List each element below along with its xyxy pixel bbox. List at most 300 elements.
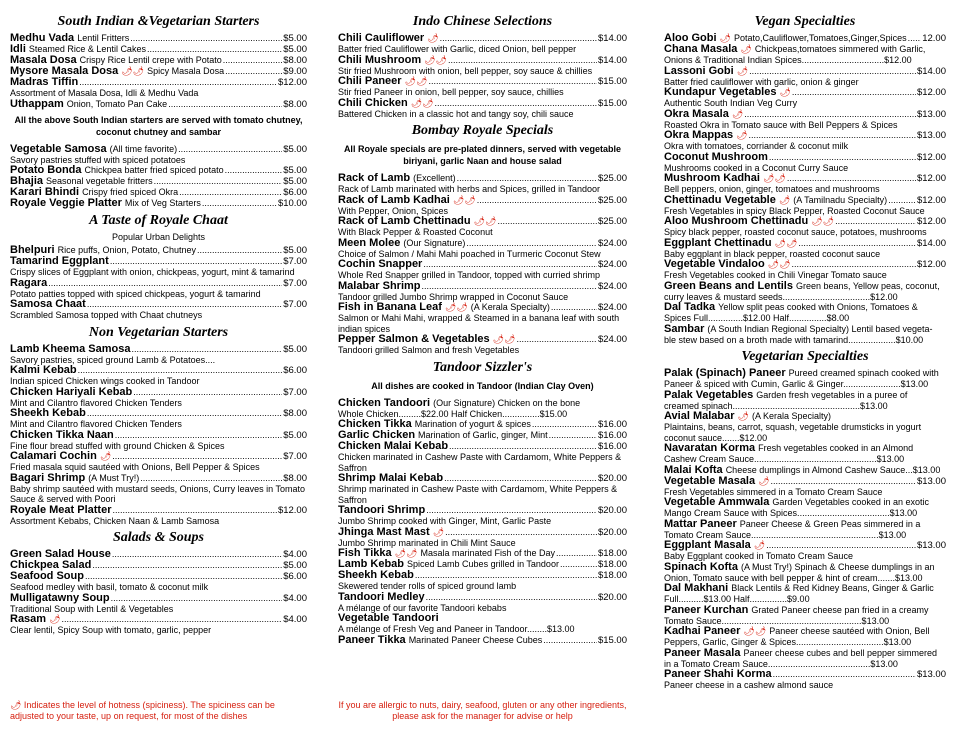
menu-item bbox=[338, 635, 627, 646]
leader-dots bbox=[423, 259, 597, 270]
menu-item bbox=[664, 66, 946, 88]
leader-dots bbox=[888, 195, 916, 206]
leader-dots bbox=[560, 559, 597, 570]
item-note: (A Kerala Specialty) bbox=[751, 411, 831, 421]
item-name: Navaratan Korma bbox=[664, 443, 756, 454]
menu-item bbox=[338, 527, 627, 549]
item-price: $7.00 bbox=[283, 386, 307, 398]
menu-item bbox=[10, 99, 307, 110]
item-price: $13.00 bbox=[916, 108, 946, 120]
item-name: Okra Mappas bbox=[664, 130, 734, 141]
section-note: All Royale specials are pre-plated dinners, served with vegetable biriyani, garlic Naan and house salad bbox=[343, 144, 622, 166]
item-description: Plaintains, beans, carrot, squash, vegetable drumsticks in yogurt coconut sauce.......$12.00 bbox=[664, 422, 922, 443]
item-note: Green beans, Yellow peas, coconut, bbox=[795, 280, 940, 291]
menu-list bbox=[10, 144, 307, 210]
item-price: $8.00 bbox=[283, 472, 307, 484]
leader-dots bbox=[798, 238, 916, 249]
item-name: Vegetable Samosa bbox=[10, 143, 107, 155]
leader-dots bbox=[773, 669, 916, 680]
item-description: Fresh Vegetables in spicy Black Pepper, Roasted Coconut Sauce bbox=[664, 205, 925, 216]
item-name: Palak Vegetables bbox=[664, 389, 754, 401]
menu-item bbox=[664, 390, 946, 412]
item-price: $5.00 bbox=[283, 429, 307, 441]
item-description: in a Tomato Cream Sauce.........................................$13.00 bbox=[664, 658, 898, 669]
menu-item bbox=[338, 548, 627, 559]
item-description: Spices Full..............$12.00 Half...............$8.00 bbox=[664, 313, 850, 323]
column-middle bbox=[338, 10, 627, 646]
item-note: Seasonal vegetable fritters bbox=[46, 176, 153, 186]
menu-list bbox=[338, 33, 627, 119]
leader-dots bbox=[435, 98, 597, 109]
item-name: Dal Tadka bbox=[664, 302, 716, 313]
leader-dots bbox=[449, 441, 597, 452]
item-name: Coconut Mushroom bbox=[664, 151, 768, 163]
leader-dots bbox=[532, 419, 597, 430]
leader-dots bbox=[440, 33, 597, 44]
menu-item bbox=[10, 245, 307, 256]
leader-dots bbox=[154, 176, 283, 187]
item-price: $15.00 bbox=[597, 634, 627, 646]
leader-dots bbox=[543, 635, 597, 646]
menu-item bbox=[664, 497, 946, 519]
leader-dots bbox=[48, 278, 282, 289]
section-title: Indo Chinese Selections bbox=[412, 14, 553, 29]
hotness-note: 🌶 Indicates the level of hotness (spiciness). The spiciness can be adjusted to your taste, up on request, for most of the dishes bbox=[10, 700, 275, 721]
leader-dots bbox=[140, 473, 282, 484]
leader-dots bbox=[225, 165, 283, 176]
item-description: Battered Chicken in a classic hot and tangy soy, chili sauce bbox=[338, 108, 574, 119]
item-description: Tandoori grilled Salmon and fresh Vegetables bbox=[338, 345, 520, 355]
menu-item bbox=[338, 570, 627, 592]
menu-list bbox=[10, 245, 307, 321]
item-price: $5.00 bbox=[283, 33, 307, 44]
item-name: Bhelpuri bbox=[10, 245, 55, 256]
leader-dots bbox=[87, 299, 282, 310]
item-price: $6.00 bbox=[283, 187, 307, 198]
item-description: Authentic South Indian Veg Curry bbox=[664, 98, 798, 108]
leader-dots bbox=[62, 614, 283, 625]
menu-item bbox=[10, 451, 307, 473]
menu-item bbox=[664, 583, 946, 605]
menu-item bbox=[664, 443, 946, 465]
leader-dots bbox=[749, 130, 916, 141]
menu-item bbox=[664, 648, 946, 670]
menu-item bbox=[10, 44, 307, 55]
menu-item bbox=[664, 465, 946, 476]
menu-item bbox=[10, 144, 307, 166]
item-price: $4.00 bbox=[283, 592, 307, 604]
menu-item bbox=[10, 77, 307, 99]
item-name: Samosa Chaat bbox=[10, 299, 86, 310]
item-price: $5.00 bbox=[283, 165, 307, 176]
item-name: Avial Malabar bbox=[664, 411, 735, 422]
menu-list bbox=[338, 173, 627, 356]
item-description: Fresh Vegetables cooked in Chili Vinegar Tomato sauce bbox=[664, 270, 887, 280]
hotness-icon: 🌶 bbox=[753, 540, 766, 550]
item-name: Green Beans and Lentils bbox=[664, 280, 793, 292]
item-name: Calamari Cochin bbox=[10, 451, 97, 462]
item-price: $14.00 bbox=[916, 65, 946, 77]
item-note: Rice puffs, Onion, Potato, Chutney bbox=[57, 245, 197, 255]
menu-item bbox=[338, 559, 627, 570]
leader-dots bbox=[147, 44, 282, 55]
item-price: $7.00 bbox=[283, 256, 307, 267]
menu-item bbox=[664, 216, 946, 238]
leader-dots bbox=[426, 505, 597, 516]
leader-dots bbox=[131, 344, 282, 355]
item-name: Cochin Snapper bbox=[338, 259, 423, 270]
item-price: $8.00 bbox=[283, 98, 307, 110]
item-name: Rack of Lamb Kadhai bbox=[338, 194, 450, 206]
item-price: $24.00 bbox=[597, 237, 627, 249]
leader-dots bbox=[111, 593, 283, 604]
section-note: All dishes are cooked in Tandoor (Indian Clay Oven) bbox=[371, 380, 594, 391]
leader-dots bbox=[448, 55, 597, 66]
leader-dots bbox=[444, 473, 597, 484]
item-name: Bagari Shrimp bbox=[10, 472, 86, 484]
item-note: Chickpeas,tomatoes simmered with Garlic, bbox=[754, 44, 926, 54]
menu-item bbox=[338, 613, 627, 635]
item-description: Stir fried Paneer in onion, bell pepper, soy sauce, chillies bbox=[338, 87, 564, 97]
item-description: Paneer cheese in a cashew almond sauce bbox=[664, 680, 834, 690]
menu-item bbox=[664, 411, 946, 443]
leader-dots bbox=[133, 387, 282, 398]
leader-dots bbox=[92, 560, 282, 571]
item-name: Kalmi Kebab bbox=[10, 365, 77, 376]
leader-dots bbox=[223, 55, 283, 66]
item-description: Fried masala squid sautéed with Onions, Bell Pepper & Spices bbox=[10, 462, 260, 472]
item-price: $14.00 bbox=[916, 237, 946, 249]
item-description: Salmon or Mahi Mahi, wrapped & Steamed in a banana leaf with south indian spices bbox=[338, 313, 620, 334]
leader-dots bbox=[130, 33, 282, 44]
allergy-note: If you are allergic to nuts, dairy, seafood, gluten or any other ingredients, please ask for the manager for advise or help bbox=[338, 700, 627, 721]
menu-item bbox=[664, 109, 946, 131]
leader-dots bbox=[771, 476, 916, 487]
hotness-icon: 🌶🌶 bbox=[121, 66, 145, 76]
leader-dots bbox=[85, 571, 282, 582]
item-name: Chicken Tikka Naan bbox=[10, 429, 114, 441]
menu-item bbox=[338, 441, 627, 473]
menu-item bbox=[338, 334, 627, 356]
menu-item bbox=[10, 256, 307, 278]
menu-item bbox=[338, 505, 627, 527]
item-price: $12.00 bbox=[916, 259, 946, 270]
column-left bbox=[10, 10, 307, 636]
item-name: Tandoori Medley bbox=[338, 591, 425, 603]
leader-dots bbox=[78, 365, 283, 376]
item-description: Shrimp marinated in Cashew Paste with Cardamom, White Peppers & Saffron bbox=[338, 484, 618, 505]
item-description: Indian spiced Chicken wings cooked in Tandoor bbox=[10, 376, 200, 386]
item-name: Eggplant Masala bbox=[664, 540, 751, 551]
section-title: Tandoor Sizzler's bbox=[432, 359, 533, 375]
menu-item bbox=[664, 368, 946, 390]
item-price: $24.00 bbox=[597, 259, 627, 270]
item-name: Garlic Chicken bbox=[338, 430, 416, 441]
item-name: Vegetable Masala bbox=[664, 475, 756, 487]
item-description: Chicken marinated in Cashew Paste with Cardamom, White Peppers & Saffron bbox=[338, 452, 622, 473]
item-name: Kadhai Paneer bbox=[664, 626, 741, 637]
leader-dots bbox=[112, 505, 276, 516]
item-price: $13.00 bbox=[916, 669, 946, 680]
item-name: Chicken Tikka bbox=[338, 419, 412, 430]
menu-item bbox=[664, 476, 946, 498]
item-description: Roasted Okra in Tomato sauce with Bell Peppers & Spices bbox=[664, 119, 898, 130]
item-name: Dal Makhani bbox=[664, 583, 729, 594]
item-description: Baby eggplant in black pepper, roasted coconut sauce bbox=[664, 248, 881, 259]
menu-item bbox=[338, 173, 627, 195]
menu-item bbox=[664, 259, 946, 281]
item-name: Bhajia bbox=[10, 176, 44, 187]
leader-dots bbox=[115, 430, 282, 441]
menu-item bbox=[664, 281, 946, 303]
hotness-icon: 🌶 bbox=[779, 87, 791, 97]
hotness-icon: 🌶 bbox=[49, 614, 61, 624]
item-name: Vegetable Vindaloo bbox=[664, 259, 765, 270]
menu-item bbox=[10, 176, 307, 187]
item-name: Paneer Shahi Korma bbox=[664, 669, 772, 680]
item-description: Batter fried cauliflower with garlic, onion & ginger bbox=[664, 76, 859, 87]
item-price: $4.00 bbox=[283, 614, 307, 625]
item-note: Marinated Paneer Cheese Cubes bbox=[408, 634, 543, 645]
item-description: Spicy black pepper, roasted coconut sauce, potatoes, mushrooms bbox=[664, 227, 927, 237]
menu-item bbox=[338, 216, 627, 238]
item-name: Chana Masala bbox=[664, 44, 738, 55]
menu-list bbox=[664, 33, 946, 345]
leader-dots bbox=[769, 152, 916, 163]
menu-item bbox=[664, 130, 946, 152]
item-price: $16.00 bbox=[597, 441, 627, 452]
item-description: Fine flour bread stuffed with ground Chicken & Spices bbox=[10, 440, 225, 451]
item-price: $20.00 bbox=[597, 505, 627, 516]
item-name: Idli bbox=[10, 44, 26, 55]
item-note: Yellow split peas cooked with Onions, Tomatoes & bbox=[718, 302, 918, 312]
leader-dots bbox=[835, 216, 916, 227]
menu-item bbox=[10, 387, 307, 409]
menu-item bbox=[10, 33, 307, 44]
hotness-icon: 🌶🌶 bbox=[811, 216, 835, 226]
menu-item bbox=[664, 669, 946, 691]
leader-dots bbox=[744, 109, 916, 120]
menu-item bbox=[664, 540, 946, 562]
hotness-icon: 🌶🌶 bbox=[774, 237, 798, 248]
item-note: (Our Signature) bbox=[403, 237, 466, 248]
item-price: $12.00 bbox=[916, 87, 946, 98]
item-description: Peppers, Garlic, Ginger & Spices...................................$13.00 bbox=[664, 637, 912, 647]
menu-item bbox=[10, 365, 307, 387]
item-price: $4.00 bbox=[283, 549, 307, 560]
item-name: Madras Tiffin bbox=[10, 77, 79, 88]
item-note: Lentil Fritters bbox=[77, 33, 130, 43]
item-description: Tandoor grilled Jumbo Shrimp wrapped in Coconut Sauce bbox=[338, 291, 569, 302]
leader-dots bbox=[79, 77, 277, 88]
item-description: Stir fried Mushroom with onion, bell pepper, soy sauce & chillies bbox=[338, 65, 593, 76]
item-price: $18.00 bbox=[597, 548, 627, 559]
hotness-icon: 🌶 bbox=[740, 44, 752, 54]
hotness-icon: 🌶🌶 bbox=[404, 76, 428, 86]
item-price: $24.00 bbox=[597, 334, 627, 345]
menu-item bbox=[664, 626, 946, 648]
menu-item bbox=[10, 571, 307, 593]
item-name: Meen Molee bbox=[338, 237, 401, 249]
item-description: Mint and Cilantro flavored Chicken Tenders bbox=[10, 419, 182, 429]
menu-list bbox=[338, 398, 627, 646]
item-price: $13.00 bbox=[916, 130, 946, 141]
item-description: Jumbo Shrimp cooked with Ginger, Mint, Garlic Paste bbox=[338, 516, 552, 526]
item-description: Full..........$13.00 Half...............$9.00 bbox=[664, 594, 810, 604]
item-price: $6.00 bbox=[283, 571, 307, 582]
item-name: Pepper Salmon & Vegetables bbox=[338, 334, 490, 345]
item-price: $16.00 bbox=[597, 419, 627, 430]
item-name: Chicken Malai Kebab bbox=[338, 441, 449, 452]
item-price: $20.00 bbox=[597, 591, 627, 603]
menu-item bbox=[338, 33, 627, 55]
menu-item bbox=[338, 473, 627, 505]
item-price: $7.00 bbox=[283, 451, 307, 462]
menu-item bbox=[338, 238, 627, 260]
menu-item bbox=[10, 278, 307, 300]
item-price: $24.00 bbox=[597, 280, 627, 292]
item-price: $8.00 bbox=[283, 55, 307, 66]
item-note: (A Must Try!) bbox=[88, 472, 140, 483]
menu-item bbox=[338, 398, 627, 420]
item-note: (Excellent) bbox=[413, 173, 456, 183]
menu-item bbox=[338, 419, 627, 430]
menu-item bbox=[338, 259, 627, 281]
section-note: All the above South Indian starters are served with tomato chutney, coconut chutney and sambar bbox=[14, 114, 303, 137]
item-description: Savory pastries, spiced ground Lamb & Potatoes.... bbox=[10, 354, 216, 365]
item-description: Mint and Cilantro flavored Chicken Tenders bbox=[10, 397, 182, 408]
item-price: $13.00 bbox=[916, 540, 946, 551]
item-note: Onion, Tomato Pan Cake bbox=[66, 98, 168, 109]
item-description: Tomato Sauce........................................................$13.00 bbox=[664, 615, 890, 626]
hotness-icon: 🌶 bbox=[427, 33, 439, 43]
item-name: Karari Bhindi bbox=[10, 187, 80, 198]
item-note: (A Tamilnadu Specialty) bbox=[793, 194, 888, 205]
hotness-icon: 🌶🌶 bbox=[473, 216, 497, 226]
hotness-icon: 🌶 bbox=[731, 108, 744, 119]
section-title: South Indian &Vegetarian Starters bbox=[57, 14, 260, 29]
item-description: Savory pastries stuffed with spiced potatoes bbox=[10, 154, 186, 165]
item-name: Mysore Masala Dosa bbox=[10, 66, 119, 77]
hotness-icon: 🌶🌶 bbox=[767, 259, 791, 269]
leader-dots bbox=[792, 259, 916, 270]
item-note: Marination of Garlic, ginger, Mint bbox=[418, 430, 548, 440]
item-description: Assortment Kebabs, Chicken Naan & Lamb Samosa bbox=[10, 515, 220, 526]
leader-dots bbox=[551, 302, 597, 313]
item-name: Uthappam bbox=[10, 98, 64, 110]
item-name: Royale Meat Platter bbox=[10, 504, 112, 516]
item-note: Fresh vegetables cooked in an Almond bbox=[758, 443, 914, 453]
menu-item bbox=[10, 408, 307, 430]
item-name: Royale Veggie Platter bbox=[10, 198, 122, 209]
menu-item bbox=[10, 593, 307, 615]
item-note: Mix of Veg Starters bbox=[124, 198, 201, 208]
section-title: Salads & Soups bbox=[112, 530, 205, 545]
menu-item bbox=[664, 238, 946, 260]
item-description: Bell peppers, onion, ginger, tomatoes and mushrooms bbox=[664, 184, 880, 194]
item-price: $5.00 bbox=[283, 44, 307, 55]
item-name: Ragara bbox=[10, 277, 48, 289]
item-description: Mushrooms cooked in a Coconut Curry Sauce bbox=[664, 162, 849, 173]
item-description: Tomato Cream Sauce...................................................$13.00 bbox=[664, 529, 907, 540]
item-name: Vegetable Tandoori bbox=[338, 613, 439, 624]
item-name: Seafood Soup bbox=[10, 571, 84, 582]
item-name: Jhinga Mast Mast bbox=[338, 526, 430, 538]
section-title: Bombay Royale Specials bbox=[411, 123, 554, 138]
item-name: Shrimp Malai Kebab bbox=[338, 473, 444, 484]
leader-dots bbox=[445, 527, 597, 538]
hotness-icon: 🌶 bbox=[778, 194, 791, 205]
section-title: Non Vegetarian Starters bbox=[88, 324, 229, 340]
item-description: Skewered tender rolls of spiced ground lamb bbox=[338, 581, 517, 591]
item-price: $12.00 bbox=[916, 151, 946, 163]
leader-dots bbox=[202, 198, 277, 209]
item-name: Chickpea Salad bbox=[10, 560, 92, 571]
item-price: $5.00 bbox=[283, 143, 307, 155]
menu-item bbox=[664, 605, 946, 627]
item-description: Paneer & spiced with Cumin, Garlic & Ginger.......................$13.00 bbox=[664, 379, 929, 389]
item-name: Medhu Vada bbox=[10, 33, 75, 44]
item-price: $5.00 bbox=[283, 176, 307, 187]
item-note: Paneer cheese sautéed with Onion, Bell bbox=[769, 626, 930, 636]
item-price: $6.00 bbox=[283, 365, 307, 376]
menu-item bbox=[10, 505, 307, 527]
item-name: Rack of Lamb bbox=[338, 173, 411, 184]
item-name: Paneer Masala bbox=[664, 647, 741, 659]
menu-item bbox=[10, 614, 307, 636]
menu-item bbox=[10, 165, 307, 176]
hotness-icon: 🌶 bbox=[736, 65, 749, 76]
item-note: Spicy Masala Dosa bbox=[147, 66, 225, 76]
item-note: Chickpea batter fried spiced potato bbox=[84, 165, 224, 175]
item-price: $25.00 bbox=[597, 173, 627, 184]
item-note: Garden Vegetables cooked in an exotic bbox=[772, 497, 929, 507]
hotness-icon: 🌶🌶 bbox=[762, 173, 786, 183]
item-note: (Our Signature) Chicken on the bone bbox=[433, 397, 581, 408]
leader-dots bbox=[466, 238, 597, 249]
menu-item bbox=[338, 302, 627, 334]
item-note: Garden fresh vegetables in a puree of bbox=[756, 389, 908, 400]
item-name: Malabar Shrimp bbox=[338, 280, 421, 292]
menu-item bbox=[10, 66, 307, 77]
item-name: Chili Chicken bbox=[338, 97, 408, 109]
item-note: Pureed creamed spinach cooked with bbox=[788, 368, 939, 378]
leader-dots bbox=[792, 87, 916, 98]
leader-dots bbox=[766, 540, 916, 551]
item-price: 12.00 bbox=[922, 33, 946, 44]
item-name: Potato Bonda bbox=[10, 165, 82, 176]
item-name: Chettinadu Vegetable bbox=[664, 194, 776, 206]
leader-dots bbox=[749, 66, 916, 77]
item-price: $9.00 bbox=[283, 66, 307, 77]
item-price: $5.00 bbox=[283, 245, 307, 256]
leader-dots bbox=[112, 549, 282, 560]
menu-item bbox=[664, 33, 946, 44]
item-name: Mattar Paneer bbox=[664, 518, 737, 530]
menu-list bbox=[10, 549, 307, 636]
leader-dots bbox=[787, 173, 916, 184]
item-description: Clear lentil, Spicy Soup with tomato, garlic, pepper bbox=[10, 625, 212, 635]
item-price: $10.00 bbox=[277, 198, 307, 209]
item-description: Jumbo Shrimp marinated in Chili Mint Sauce bbox=[338, 537, 516, 548]
menu-item bbox=[664, 302, 946, 324]
item-price: $18.00 bbox=[597, 570, 627, 581]
item-name: Mushroom Kadhai bbox=[664, 173, 760, 184]
item-price: $12.00 bbox=[277, 77, 307, 88]
menu-item bbox=[338, 55, 627, 77]
item-name: Masala Dosa bbox=[10, 55, 77, 66]
item-note: (A Must Try!) Spinach & Cheese dumplings in an bbox=[740, 561, 935, 572]
